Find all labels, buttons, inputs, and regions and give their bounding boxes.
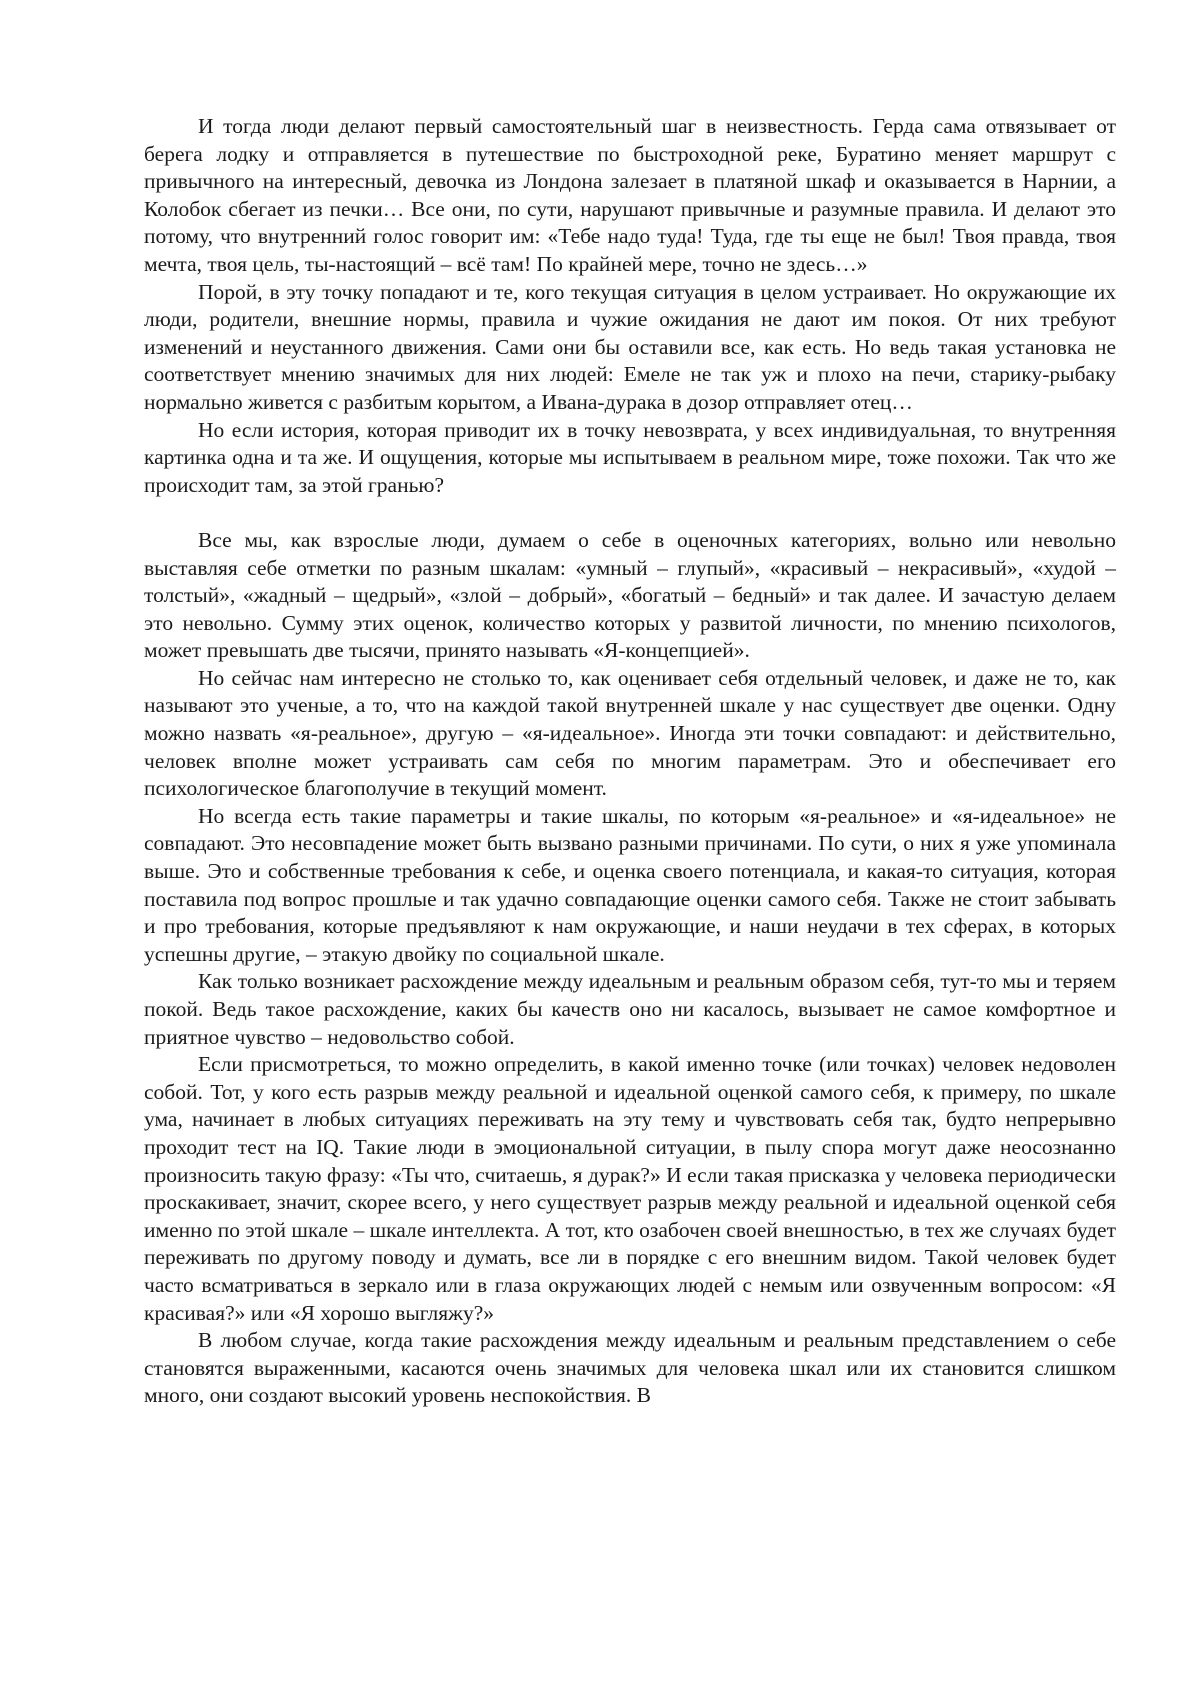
paragraph-1: И тогда люди делают первый самостоятельный шаг в неизвестность. Герда сама отвязывает от берега лодку и отправляется в путешествие по быстроходной реке, Буратино меняет маршрут с привычного на интересный, девочка из Лондона залезает в платяной шкаф и оказывается в Нарнии, а Колобок сбегает из печки… Все они, по сути, нарушают привычные и разумные правила. И делают это потому, что внутренний голос говорит им: «Тебе надо туда! Туда, где ты еще не был! Твоя правда, твоя мечта, твоя цель, ты-настоящий – всё там! По крайней мере, точно не здесь…»	[144, 114, 1116, 276]
paragraph-8: Если присмотреться, то можно определить, в какой именно точке (или точках) человек недоволен собой. Тот, у кого есть разрыв между реальной и идеальной оценкой самого себя, к примеру, по шкале ума, начинает в любых ситуациях переживать на эту тему и чувствовать себя так, будто непрерывно проходит тест на IQ. Такие люди в эмоциональной ситуации, в пылу спора могут даже неосознанно произносить такую фразу: «Ты что, считаешь, я дурак?» И если такая присказка у человека периодически проскакивает, значит, скорее всего, у него существует разрыв между реальной и идеальной оценкой себя именно по этой шкале – шкале интеллекта. А тот, кто озабочен своей внешностью, в тех же случаях будет переживать по другому поводу и думать, все ли в порядке с его внешним видом. Такой человек будет часто всматриваться в зеркало или в глаза окружающих людей с немым или озвученным вопросом: «Я красивая?» или «Я хорошо выгляжу?»	[144, 1052, 1116, 1325]
paragraph-7: Как только возникает расхождение между идеальным и реальным образом себя, тут-то мы и теряем покой. Ведь такое расхождение, каких бы качеств оно ни касалось, вызывает не самое комфортное и приятное чувство – недовольство собой.	[144, 969, 1116, 1049]
document-body	[144, 113, 1116, 1410]
paragraph-4: Все мы, как взрослые люди, думаем о себе в оценочных категориях, вольно или невольно выставляя себе отметки по разным шкалам: «умный – глупый», «красивый – некрасивый», «худой – толстый», «жадный – щедрый», «злой – добрый», «богатый – бедный» и так далее. И зачастую делаем это невольно. Сумму этих оценок, количество которых у развитой личности, по мнению психологов, может превышать две тысячи, принято называть «Я-концепцией».	[144, 527, 1116, 663]
paragraph-9: В любом случае, когда такие расхождения между идеальным и реальным представлением о себе становятся выраженными, касаются очень значимых для человека шкал или их становится слишком много, они создают высокий уровень неспокойствия. В	[144, 1328, 1116, 1408]
paragraph-2: Порой, в эту точку попадают и те, кого текущая ситуация в целом устраивает. Но окружающие их люди, родители, внешние нормы, правила и чужие ожидания не дают им покоя. От них требуют изменений и неустанного движения. Сами они бы оставили все, как есть. Но ведь такая установка не соответствует мнению значимых для них людей: Емеле не так уж и плохо на печи, старику-рыбаку нормально живется с разбитым корытом, а Ивана-дурака в дозор отправляет отец…	[144, 279, 1116, 414]
paragraph-3: Но если история, которая приводит их в точку невозврата, у всех индивидуальная, то внутренняя картинка одна и та же. И ощущения, которые мы испытываем в реальном мире, тоже похожи. Так что же происходит там, за этой гранью?	[144, 417, 1116, 497]
paragraph-5: Но сейчас нам интересно не столько то, как оценивает себя отдельный человек, и даже не то, как называют это ученые, а то, что на каждой такой внутренней шкале у нас существует две оценки. Одну можно назвать «я-реальное», другую – «я-идеальное». Иногда эти точки совпадают: и действительно, человек вполне может устраивать сам себя по многим параметрам. Это и обеспечивает его психологическое благополучие в текущий момент.	[144, 665, 1116, 801]
paragraph-6: Но всегда есть такие параметры и такие шкалы, по которым «я-реальное» и «я-идеальное» не совпадают. Это несовпадение может быть вызвано разными причинами. По сути, о них я уже упоминала выше. Это и собственные требования к себе, и оценка своего потенциала, и какая-то ситуация, которая поставила под вопрос прошлые и так удачно совпадающие оценки самого себя. Также не стоит забывать и про требования, которые предъявляют к нам окружающие, и наши неудачи в тех сферах, в которых успешны другие, – этакую двойку по социальной шкале.	[144, 803, 1116, 966]
